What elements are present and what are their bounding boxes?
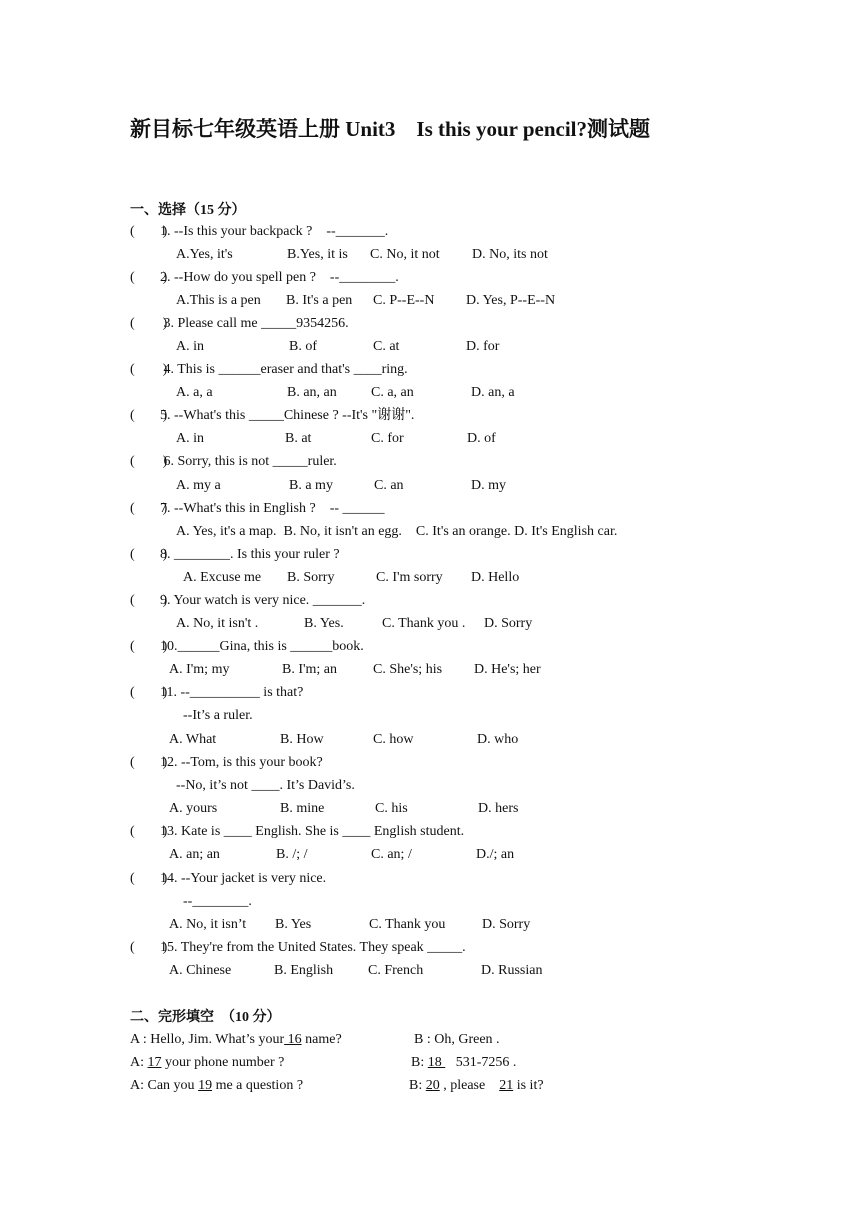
option-d: D. who [477, 732, 519, 747]
option-d: D. Sorry [484, 616, 533, 631]
option-d: D. for [466, 339, 500, 354]
option-d: D. No, its not [472, 247, 548, 262]
option-d: D. He's; her [474, 662, 541, 677]
option-c: C. She's; his [373, 662, 443, 677]
option-a: A. Yes, it's a map. B. No, it isn't an egg. C. It's an orange. D. It's English car. [176, 524, 618, 539]
question-12 [130, 754, 323, 772]
option-a: A. in [176, 339, 204, 354]
answer-blank: ( ) [130, 501, 168, 516]
option-c: C. P--E--N [373, 293, 435, 308]
cloze-line-2b: B: 18 531-7256 . [411, 1055, 517, 1070]
option-b: B. Yes [275, 917, 312, 932]
question-stem: 4. This is ______eraser and that's ____ring. [160, 362, 408, 377]
answer-blank: ( ) [130, 547, 168, 562]
option-a: A. a, a [176, 385, 213, 400]
option-d: D. Hello [471, 570, 520, 585]
answer-blank: ( ) [130, 593, 168, 608]
option-a: A. No, it isn't . [176, 616, 259, 631]
answer-blank: ( ) [130, 940, 168, 955]
question-6 [130, 453, 337, 471]
option-c: C. Thank you . [382, 616, 466, 631]
option-b: B.Yes, it is [287, 247, 348, 262]
option-b: B. an, an [287, 385, 337, 400]
option-d: D. Yes, P--E--N [466, 293, 556, 308]
answer-blank: ( ) [130, 408, 168, 423]
option-a: A. an; an [169, 847, 220, 862]
option-c: C. an [374, 478, 404, 493]
option-c: C. No, it not [370, 247, 440, 262]
question-9 [130, 592, 365, 610]
question-dialogue-line: --________. [183, 894, 252, 909]
option-b: B. at [285, 431, 312, 446]
cloze-line-2a: A: 17 your phone number ? [130, 1055, 285, 1070]
answer-blank: ( ) [130, 270, 168, 285]
option-a: A. in [176, 431, 204, 446]
question-stem: 3. Please call me _____9354256. [160, 316, 349, 331]
question-stem: 15. They're from the United States. They speak _____. [160, 940, 466, 955]
question-dialogue-line: --It’s a ruler. [183, 708, 253, 723]
question-stem: 11. --__________ is that? [160, 685, 304, 700]
option-a: A. No, it isn’t [169, 917, 247, 932]
option-a: A. What [169, 732, 217, 747]
option-b: B. of [289, 339, 317, 354]
cloze-line-3b: B: 20 , please 21 is it? [409, 1078, 544, 1093]
option-b: B. Sorry [287, 570, 335, 585]
answer-blank: ( ) [130, 824, 168, 839]
question-5 [130, 407, 414, 425]
question-1 [130, 223, 388, 241]
question-dialogue-line: --No, it’s not ____. It’s David’s. [176, 778, 355, 793]
answer-blank: ( ) [130, 685, 168, 700]
question-stem: 10.______Gina, this is ______book. [160, 639, 364, 654]
answer-blank: ( ) [130, 362, 168, 377]
question-11 [130, 684, 303, 702]
question-stem: 14. --Your jacket is very nice. [160, 871, 327, 886]
question-3 [130, 315, 349, 333]
option-b: B. It's a pen [286, 293, 353, 308]
question-stem: 6. Sorry, this is not _____ruler. [160, 454, 337, 469]
question-stem: 13. Kate is ____ English. She is ____ English student. [160, 824, 465, 839]
option-a: A. my a [176, 478, 221, 493]
cloze-line-1b: B : Oh, Green . [414, 1032, 500, 1047]
option-b: B. a my [289, 478, 333, 493]
question-8 [130, 546, 340, 564]
option-d: D. Russian [481, 963, 543, 978]
cloze-line-3a: A: Can you 19 me a question ? [130, 1078, 304, 1093]
question-10 [130, 638, 364, 656]
option-a: A. Excuse me [183, 570, 262, 585]
question-stem: 8. ________. Is this your ruler ? [160, 547, 340, 562]
option-d: D. Sorry [482, 917, 531, 932]
cloze-line-1a: A : Hello, Jim. What’s your 16 name? [130, 1032, 342, 1047]
option-a: A. yours [169, 801, 218, 816]
option-c: C. at [373, 339, 400, 354]
option-a: A. I'm; my [169, 662, 230, 677]
option-d: D./; an [476, 847, 515, 862]
option-c: C. a, an [371, 385, 414, 400]
question-stem: 5. --What's this _____Chinese ? --It's "谢谢". [160, 408, 415, 423]
question-7 [130, 500, 385, 518]
option-b: B. English [274, 963, 334, 978]
option-d: D. of [467, 431, 496, 446]
question-stem: 12. --Tom, is this your book? [160, 755, 323, 770]
question-stem: 9. Your watch is very nice. _______. [160, 593, 366, 608]
option-d: D. an, a [471, 385, 515, 400]
option-d: D. my [471, 478, 506, 493]
option-b: B. /; / [276, 847, 308, 862]
option-c: C. an; / [371, 847, 412, 862]
option-c: C. for [371, 431, 404, 446]
section-heading-cloze: 二、完形填空 （10 分） [130, 1010, 281, 1025]
question-4 [130, 361, 408, 379]
answer-blank: ( ) [130, 454, 168, 469]
option-b: B. mine [280, 801, 325, 816]
question-stem: 7. --What's this in English ? -- ______ [160, 501, 385, 516]
option-c: C. his [375, 801, 408, 816]
question-15 [130, 939, 466, 957]
answer-blank: ( ) [130, 316, 168, 331]
option-b: B. I'm; an [282, 662, 338, 677]
option-b: B. Yes. [304, 616, 344, 631]
section-heading-choice: 一、选择（15 分） [130, 203, 246, 218]
option-b: B. How [280, 732, 324, 747]
page-title: 新目标七年级英语上册 Unit3 Is this your pencil?测试题 [130, 117, 650, 141]
option-c: C. Thank you [369, 917, 446, 932]
option-c: C. I'm sorry [376, 570, 443, 585]
question-stem: 2. --How do you spell pen ? --________. [160, 270, 399, 285]
option-a: A.This is a pen [176, 293, 261, 308]
question-2 [130, 269, 399, 287]
answer-blank: ( ) [130, 871, 168, 886]
question-13 [130, 823, 464, 841]
question-stem: 1. --Is this your backpack ? --_______. [160, 224, 389, 239]
option-c: C. how [373, 732, 414, 747]
option-a: A. Chinese [169, 963, 232, 978]
answer-blank: ( ) [130, 639, 168, 654]
answer-blank: ( ) [130, 755, 168, 770]
answer-blank: ( ) [130, 224, 168, 239]
option-c: C. French [368, 963, 424, 978]
question-14 [130, 870, 326, 888]
option-d: D. hers [478, 801, 519, 816]
option-a: A.Yes, it's [176, 247, 233, 262]
